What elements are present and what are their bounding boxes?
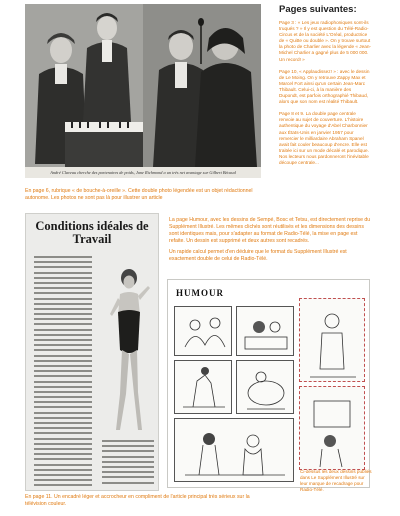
- sidebar-paragraph-page3: Page 3 : « Les jeux radiophoniques sont-ils truqués ? » Il y est question du Télé-Radio-Circus et de la société L'Oréal, productrice de « Quitte ou double ». On y trouve surtout la photo de Charlier avec la légende « Jean-Michel Charlier a gagné plus de 5 000 000. Un record! »: [279, 20, 371, 62]
- sidebar-paragraph-page10: Page 10, « Applaudissez! » : avec le dessin de Le Moing. On y retrouve Zappy Max et Marcel Fort ainsi qu'un certain Jean-Marc Thibault. Celui-ci, à la manière des Dupondt, est parfois orthographié Thibaud, alors que son nom est réalité Thibault.: [279, 68, 370, 105]
- magazine-text-column-right: [102, 440, 154, 487]
- humour-spread-scan: [167, 279, 370, 488]
- humour-description: [169, 217, 374, 267]
- page6-caption: En page 6, rubrique « de bouche-à-oreille ». Cette double photo légendée est un objet rédactionnel autonome. Les photos ne sont pas là pour illustrer un article: [25, 188, 253, 201]
- sidebar-title: Pages suivantes:: [279, 4, 357, 15]
- humour-paragraph-1: La page Humour, avec les dessins de Sempé, Bosc et Tetsu, est directement reprise du Supplément Illustré. Les mêmes clichés sont réutilisés et les dimensions des dessins sont identiques mais, pour s'adapter au format de Radio-Télé, la mise en page est refaite. Un dessin est supprimé et deux autres sont recadrés.: [169, 217, 371, 244]
- singers-photo-illustration: [25, 4, 261, 167]
- cartoon-4: [236, 360, 294, 414]
- cartoon-1: [174, 306, 232, 356]
- magazine-title: Conditions idéales de Travail: [35, 219, 149, 246]
- cropping-caption: Ci-dessus les deux dessins publiés dans Le Supplément Illustré sur leur marque de recadrage pour Radio-Télé.: [300, 469, 372, 492]
- cartoon-7-cropped: [299, 386, 365, 470]
- photo-caption: André Claveau cherche des partenaires de poids, Jane Richmond a un très net avantage sur Gilbert Bécaud: [25, 167, 261, 178]
- cartoon-2: [236, 306, 294, 356]
- magazine-text-column: [34, 256, 92, 489]
- page11-caption: En page 11. Un encadré léger et accrocheur en compliment de l'article principal très sérieux sur la télévision couleur.: [25, 494, 250, 507]
- dancer-photo-illustration: [102, 264, 154, 434]
- humour-paragraph-2: Un rapide calcul permet d'en déduire que le format du Supplément Illustré est exactement double de celui de Radio-Télé.: [169, 249, 347, 262]
- magazine-page-scan: [25, 213, 159, 491]
- sidebar-paragraph-page8-9: Page 8 et 9. La double page centrale renvoie au sujet de couverture. L'histoire authentique du voyage d'Abel Charbonnier aux États-Unis en janvier 1957 pour remercier le milliardaire Abraham Spanel avait fait couler beaucoup d'encre. Elle est traitée ici sur un mode décalé et parodique. Nos lecteurs nous pardonneront l'inévitable découpe centrale...: [279, 111, 369, 165]
- cartoon-3: [174, 360, 232, 414]
- humour-header: HUMOUR: [176, 288, 224, 298]
- cartoon-6-cropped: [299, 298, 365, 382]
- sidebar: [279, 4, 371, 172]
- top-photo: [25, 4, 261, 178]
- cartoon-5: [174, 418, 294, 482]
